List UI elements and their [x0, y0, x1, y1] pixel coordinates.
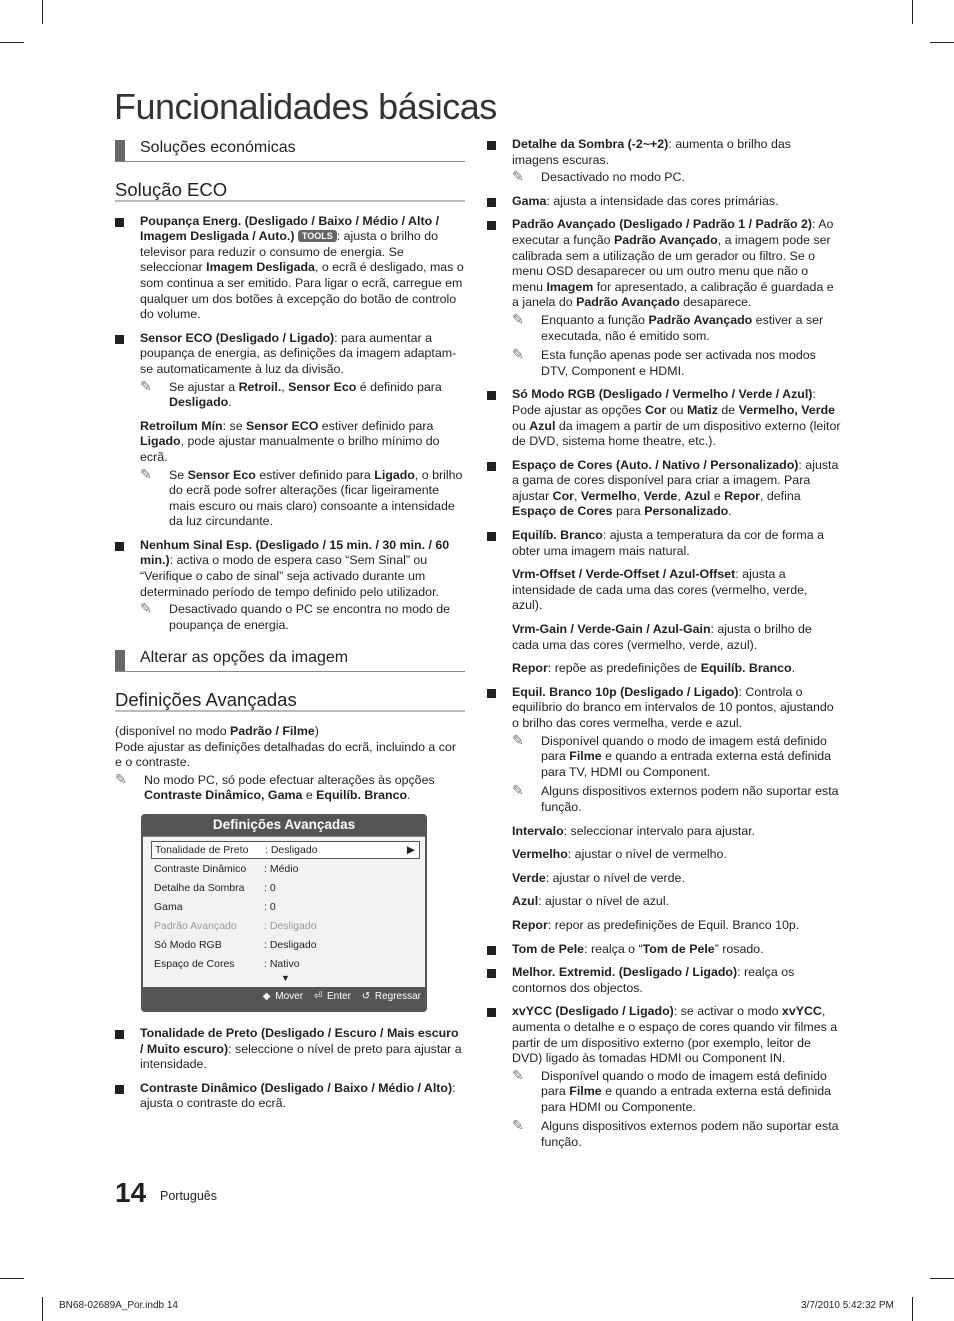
list-item: Gama: ajusta a intensidade das cores primárias. [487, 194, 841, 210]
crop-mark [930, 1278, 954, 1279]
list-item: Detalhe da Sombra (-2~+2): aumenta o brilho das imagens escuras. ✎ Desactivado no modo PC. [487, 137, 841, 186]
section-title: Soluções económicas [140, 139, 296, 156]
move-icon: ◆ [262, 991, 271, 1003]
bullet-icon [487, 532, 496, 541]
bullet-icon [487, 946, 496, 955]
pencil-icon: ✎ [512, 782, 524, 799]
enter-icon: ⏎ [313, 991, 323, 1003]
bullet-icon [487, 198, 496, 207]
pencil-icon: ✎ [512, 731, 524, 748]
page-title: Funcionalidades básicas [114, 86, 497, 127]
section-header [115, 647, 465, 672]
menu-item[interactable]: Só Modo RGB : Desligado [154, 939, 317, 951]
bullet-icon [115, 335, 124, 344]
list-item: xvYCC (Desligado / Ligado): se activar o modo xvYCC, aumenta o detalhe e o espaço de cores quando vir filmes a partir de um dispositivo externo (por exemplo, leitor de DVD) ligado às tomadas HDMI ou Component IN. ✎ Disponível quando o modo de imagem está definido para Filme e quando a entrada externa está definida para HDMI ou Componente. ✎ Alguns dispositivos externos podem não suportar esta função. [487, 1004, 841, 1150]
footer-timestamp: 3/7/2010 5:42:32 PM [801, 1300, 894, 1311]
list-item: Tonalidade de Preto (Desligado / Escuro / Mais escuro / Muito escuro): seleccione o nível de preto para ajustar a intensidade. [115, 1026, 465, 1073]
pencil-icon: ✎ [512, 310, 524, 327]
menu-title: Definições Avançadas [212, 817, 356, 832]
return-icon: ↺ [361, 991, 371, 1003]
paragraph: Intervalo: seleccionar intervalo para ajustar. [512, 823, 756, 838]
paragraph: (disponível no modo Padrão / Filme) [115, 724, 319, 739]
menu-body [143, 836, 425, 987]
paragraph: Vermelho: ajustar o nível de vermelho. [512, 847, 727, 862]
note: ✎ Disponível quando o modo de imagem está definido para Filme e quando a entrada externa está definida para TV, HDMI ou Component. [512, 731, 832, 779]
paragraph: Retroilum Mín: se Sensor ECO estiver definido para Ligado, pode ajustar manualmente o brilho mínimo do ecrã. ✎ Se Sensor Eco estiver definido para Ligado, o brilho do ecrã pode sofrer alterações (ficar ligeiramente mais escuro ou mais claro) consoante a intensidade da luz circundante. [115, 419, 465, 530]
menu-item[interactable]: Espaço de Cores : Nativo [154, 958, 300, 970]
list-item: Melhor. Extremid. (Desligado / Ligado): realça os contornos dos objectos. [487, 965, 841, 996]
pencil-icon: ✎ [140, 377, 152, 394]
right-column [487, 137, 841, 1159]
section-title: Alterar as opções da imagem [140, 649, 349, 667]
crop-mark [42, 1297, 43, 1321]
crop-mark [42, 0, 43, 24]
list-item: Nenhum Sinal Esp. (Desligado / 15 min. / 30 min. / 60 min.): activa o modo de espera caso “Sem Sinal” ou “Verifique o cabo de sinal” seja activado durante um determinado período de tempo definido pelo utilizador. ✎ Desactivado quando o PC se encontra no modo de poupança de energia. [115, 538, 465, 634]
list-item: Equil. Branco 10p (Desligado / Ligado): Controla o equilíbrio do branco em intervalos de 10 pontos, ajustando o brilho das cores vermelha, verde e azul. ✎ Disponível quando o modo de imagem está definido para Filme e quando a entrada externa está definida para TV, HDMI ou Component. ✎ Alguns dispositivos externos podem não suportar esta função. [487, 685, 841, 816]
crop-mark [912, 0, 913, 24]
bullet-icon [487, 391, 496, 400]
pencil-icon: ✎ [512, 1117, 524, 1134]
note: ✎ Alguns dispositivos externos podem não suportar esta função. [512, 782, 839, 814]
arrow-right-icon: ▶ [406, 844, 415, 856]
paragraph: Verde: ajustar o nível de verde. [512, 870, 685, 885]
pencil-icon: ✎ [115, 770, 127, 787]
menu-item: Padrão Avançado : Desligado [154, 920, 317, 932]
bullet-icon [487, 689, 496, 698]
list-item: Sensor ECO (Desligado / Ligado): para aumentar a poupança de energia, as definições da imagem adaptam-se automaticamente à luz da divisão. ✎ Se ajustar a Retroil., Sensor Eco é definido para Desligado. [115, 331, 465, 411]
section-bar-icon [115, 650, 125, 671]
pencil-icon: ✎ [140, 600, 152, 617]
page-number: 14 [115, 1177, 147, 1208]
menu-item[interactable]: Gama : 0 [154, 901, 276, 913]
paragraph: Pode ajustar as definições detalhadas do ecrã, incluindo a cor e o contraste. [115, 739, 456, 770]
bullet-icon [487, 969, 496, 978]
note: ✎ Disponível quando o modo de imagem está definido para Filme e quando a entrada externa está definida para HDMI ou Componente. [512, 1066, 832, 1114]
section-bar-icon [115, 140, 125, 161]
menu-item[interactable]: Detalhe da Sombra : 0 [154, 882, 276, 894]
paragraph: Repor: repor as predefinições de Equil. Branco 10p. [512, 917, 800, 932]
note: ✎ Esta função apenas pode ser activada nos modos DTV, Component e HDMI. [512, 346, 816, 378]
paragraph: Azul: ajustar o nível de azul. [512, 894, 670, 909]
note: ✎ Se ajustar a Retroil., Sensor Eco é definido para Desligado. [140, 377, 442, 410]
bullet-icon [115, 1085, 124, 1094]
crop-mark [930, 42, 954, 43]
menu-item[interactable]: Contraste Dinâmico : Médio [154, 863, 299, 875]
note: ✎ Desactivado quando o PC se encontra no modo de poupança de energia. [140, 600, 451, 632]
pencil-icon: ✎ [512, 1066, 524, 1083]
bullet-icon [115, 1030, 124, 1039]
list-item: Padrão Avançado (Desligado / Padrão 1 / Padrão 2): Ao executar a função Padrão Avançado, a imagem pode ser calibrada sem a utilização de um gerador ou filtro. Se o menu OSD desaparecer ou um outro menu que não o menu Imagem for apresentado, a calibração é guardada e a janela do Padrão Avançado desaparece. ✎ Enquanto a função Padrão Avançado estiver a ser executada, não é emitido som. ✎ Esta função apenas pode ser activada nos modos DTV, Component e HDMI. [487, 217, 841, 379]
bullet-icon [487, 221, 496, 230]
subsection-title: Definições Avançadas [115, 692, 465, 712]
scroll-down-icon[interactable]: ▼ [281, 973, 290, 983]
pencil-icon: ✎ [512, 346, 524, 363]
bullet-icon [487, 462, 496, 471]
note: ✎ Se Sensor Eco estiver definido para Ligado, o brilho do ecrã pode sofrer alterações (ficar ligeiramente mais escuro ou mais claro) consoante a intensidade da luz circundante. [140, 465, 463, 529]
note: ✎ Alguns dispositivos externos podem não suportar esta função. [512, 1117, 839, 1150]
paragraph: Vrm-Gain / Verde-Gain / Azul-Gain: ajusta o brilho de cada uma das cores (vermelho, verde, azul). [512, 622, 812, 652]
note: ✎ No modo PC, só pode efectuar alterações às opções Contraste Dinâmico, Gama e Equilíb. Branco. [115, 770, 435, 803]
crop-mark [0, 1278, 24, 1279]
menu-item[interactable]: Tonalidade de Preto : Desligado ▶ [151, 841, 420, 859]
subsection-title: Solução ECO [115, 182, 465, 202]
bullet-icon [487, 141, 496, 150]
pencil-icon: ✎ [512, 168, 524, 185]
paragraph: Repor: repõe as predefinições de Equilíb. Branco. [512, 661, 796, 676]
list-item: Só Modo RGB (Desligado / Vermelho / Verde / Azul): Pode ajustar as opções Cor ou Matiz de Vermelho, Verde ou Azul da imagem a partir de um dispositivo externo (leitor de DVD, sistema home theatre, etc.). [487, 387, 841, 449]
menu-footer: ◆ Mover ⏎ Enter ↺ Regressar [262, 991, 421, 1003]
list-item: Equilíb. Branco: ajusta a temperatura da cor de forma a obter uma imagem mais natural. [487, 528, 841, 559]
page-language: Português [160, 1189, 217, 1203]
bullet-icon [115, 542, 124, 551]
footer-file: BN68-02689A_Por.indb 14 [59, 1300, 178, 1311]
note: ✎ Desactivado no modo PC. [512, 168, 685, 185]
list-item: Poupança Energ. (Desligado / Baixo / Médio / Alto / Imagem Desligada / Auto.) TOOLS : ajusta o brilho do televisor para reduzir o consumo de energia. Se seleccionar Imagem Desligada, o ecrã é desligado, mas o som continua a ser emitido. Para ligar o ecrã, carregue em qualquer um dos botões à excepção do botão de controlo do volume. [115, 214, 465, 323]
crop-mark [0, 42, 24, 43]
pencil-icon: ✎ [140, 465, 152, 482]
bullet-icon [487, 1008, 496, 1017]
osd-menu [141, 814, 427, 1012]
tools-icon: TOOLS [298, 230, 337, 242]
bullet-icon [115, 218, 124, 227]
list-item: Espaço de Cores (Auto. / Nativo / Personalizado): ajusta a gama de cores disponível para criar a imagem. Para ajustar Cor, Vermelho, Verde, Azul e Repor, defina Espaço de Cores para Personalizado. [487, 458, 841, 520]
crop-mark [912, 1297, 913, 1321]
left-column [115, 137, 465, 1120]
list-item: Contraste Dinâmico (Desligado / Baixo / Médio / Alto): ajusta o contraste do ecrã. [115, 1081, 465, 1112]
note: ✎ Enquanto a função Padrão Avançado estiver a ser executada, não é emitido som. [512, 310, 824, 343]
list-item: Tom de Pele: realça o “Tom de Pele” rosado. [487, 942, 841, 958]
section-header [115, 137, 465, 162]
paragraph: Vrm-Offset / Verde-Offset / Azul-Offset: ajusta a intensidade de cada uma das cores (vermelho, verde, azul). [512, 567, 808, 613]
